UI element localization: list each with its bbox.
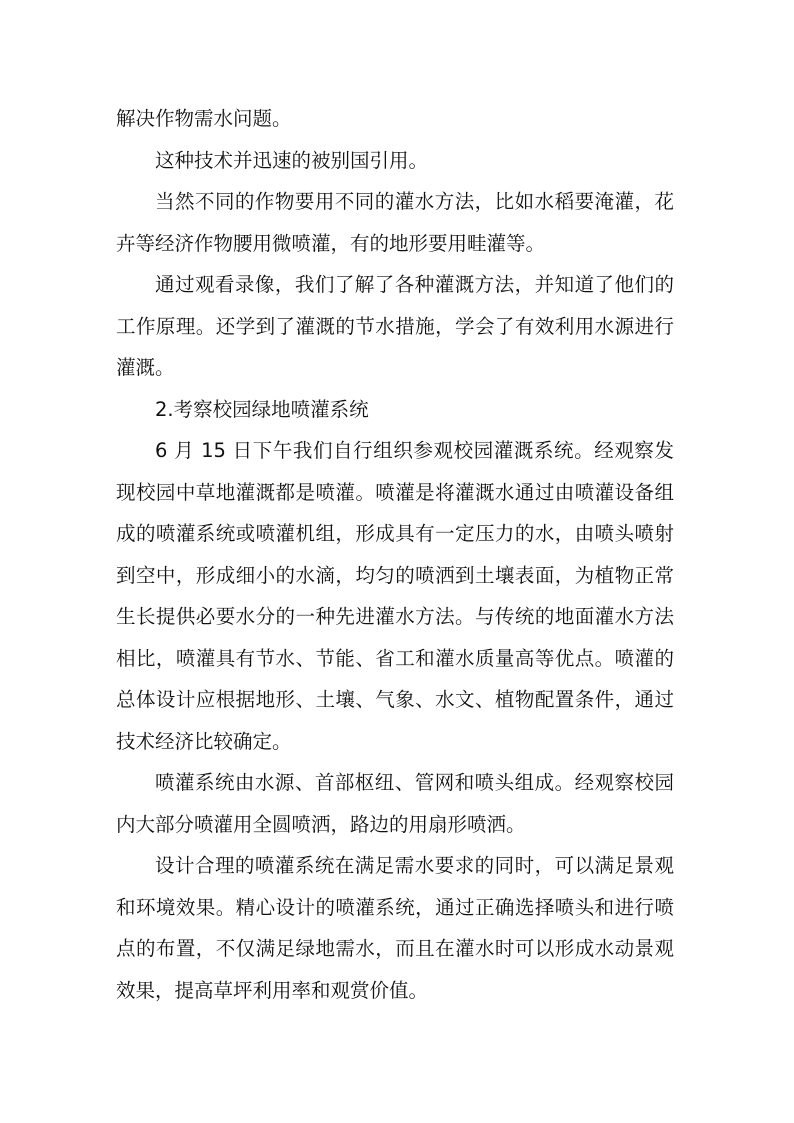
paragraph-1: 解决作物需水问题。 [116, 107, 292, 130]
paragraph-2: 这种技术并迅速的被别国引用。 [155, 148, 429, 172]
section-heading: 2.考察校园绿地喷灌系统 [155, 397, 369, 421]
paragraph-7: 喷灌系统由水源、首部枢纽、管网和喷头组成。经观察校园内大部分喷灌用全圆喷洒，路边的用扇形喷洒。 [116, 771, 674, 836]
paragraph-3: 当然不同的作物要用不同的灌水方法，比如水稻要淹灌，花卉等经济作物腰用微喷灌，有的地形要用畦灌等。 [116, 190, 674, 255]
paragraph-4: 通过观看录像，我们了解了各种灌溉方法，并知道了他们的工作原理。还学到了灌溉的节水措施，学会了有效利用水源进行灌溉。 [116, 273, 674, 379]
paragraph-6: 6 月 15 日下午我们自行组织参观校园灌溉系统。经观察发现校园中草地灌溉都是喷灌。喷灌是将灌溉水通过由喷灌设备组成的喷灌系统或喷灌机组，形成具有一定压力的水，由喷头喷射到空中，形成细小的水滴，均匀的喷洒到土壤表面，为植物正常生长提供必要水分的一种先进灌水方法。与传统的地面灌水方法相比，喷灌具有节水、节能、省工和灌水质量高等优点。喷灌的总体设计应根据地形、土壤、气象、水文、植物配置条件，通过技术经济比较确定。 [116, 439, 674, 753]
paragraph-8: 设计合理的喷灌系统在满足需水要求的同时，可以满足景观和环境效果。精心设计的喷灌系统，通过正确选择喷头和进行喷点的布置，不仅满足绿地需水，而且在灌水时可以形成水动景观效果，提高草坪利用率和观赏价值。 [116, 854, 674, 1002]
document-body [116, 98, 674, 1011]
